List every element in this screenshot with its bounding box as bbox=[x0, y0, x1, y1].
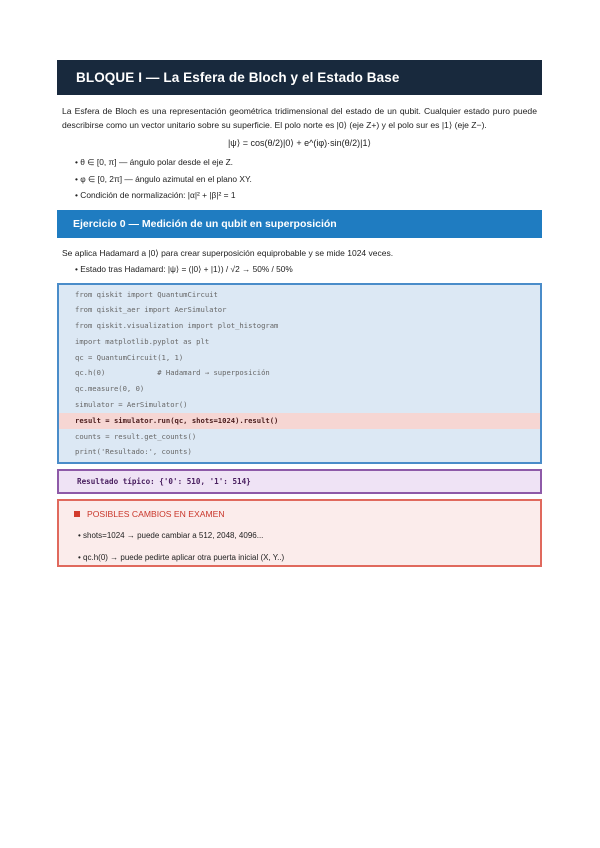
list-item: • qc.h(0) → puede pedirte aplicar otra puerta inicial (X, Y..) bbox=[78, 547, 540, 569]
code-line: qc = QuantumCircuit(1, 1) bbox=[75, 352, 184, 362]
list-item: • shots=1024 → puede cambiar a 512, 2048, 4096... bbox=[78, 525, 540, 547]
exam-changes-header bbox=[74, 505, 540, 523]
exercise-description: Se aplica Hadamard a |0⟩ para crear superposición equiprobable y se mide 1024 veces. bbox=[62, 247, 394, 258]
document-page bbox=[57, 60, 542, 567]
code-line: import matplotlib.pyplot as plt bbox=[75, 336, 210, 346]
list-item: • Estado tras Hadamard: |ψ⟩ = (|0⟩ + |1⟩) / √2 → 50% / 50% bbox=[75, 262, 542, 276]
code-line: from qiskit.visualization import plot_histogram bbox=[75, 321, 279, 331]
code-line: simulator = AerSimulator() bbox=[75, 400, 188, 410]
result-box bbox=[57, 469, 542, 494]
code-line: qc.h(0) # Hadamard → superposición bbox=[75, 368, 270, 378]
code-line: counts = result.get_counts() bbox=[75, 431, 197, 441]
result-text: Resultado típico: {'0': 510, '1': 514} bbox=[77, 477, 251, 487]
code-line: from qiskit_aer import AerSimulator bbox=[75, 305, 227, 315]
exercise-notes bbox=[57, 262, 542, 276]
exam-changes-title: POSIBLES CAMBIOS EN EXAMEN bbox=[87, 509, 225, 520]
code-line-highlighted: result = simulator.run(qc, shots=1024).result() bbox=[59, 413, 540, 429]
section-header bbox=[57, 60, 542, 95]
list-item: • φ ∈ [0, 2π] — ángulo azimutal en el plano XY. bbox=[75, 171, 542, 188]
exercise-title: Ejercicio 0 — Medición de un qubit en superposición bbox=[73, 217, 337, 230]
code-line: from qiskit import QuantumCircuit bbox=[75, 289, 218, 299]
intro-paragraph: La Esfera de Bloch es una representación geométrica tridimensional del estado de un qubit. Cualquier estado puro puede describirse como un vector unitario sobre su superficie. El polo norte es |0⟩ (eje Z+) y el polo sur es |1⟩ (eje Z−). bbox=[62, 106, 537, 130]
code-block bbox=[57, 283, 542, 465]
exercise-header bbox=[57, 210, 542, 238]
section-title: BLOQUE I — La Esfera de Bloch y el Estado Base bbox=[76, 70, 400, 85]
code-line: print('Resultado:', counts) bbox=[75, 447, 192, 457]
exam-changes-box bbox=[57, 499, 542, 567]
bloch-state-formula: |ψ⟩ = cos(θ/2)|0⟩ + e^(iφ)·sin(θ/2)|1⟩ bbox=[227, 138, 372, 148]
exam-changes-list bbox=[74, 525, 540, 569]
list-item: • Condición de normalización: |α|² + |β|² = 1 bbox=[75, 187, 542, 204]
code-line: qc.measure(0, 0) bbox=[75, 384, 145, 394]
square-bullet-icon bbox=[74, 511, 80, 517]
list-item: • θ ∈ [0, π] — ángulo polar desde el eje Z. bbox=[75, 154, 542, 171]
definition-list bbox=[57, 154, 542, 204]
